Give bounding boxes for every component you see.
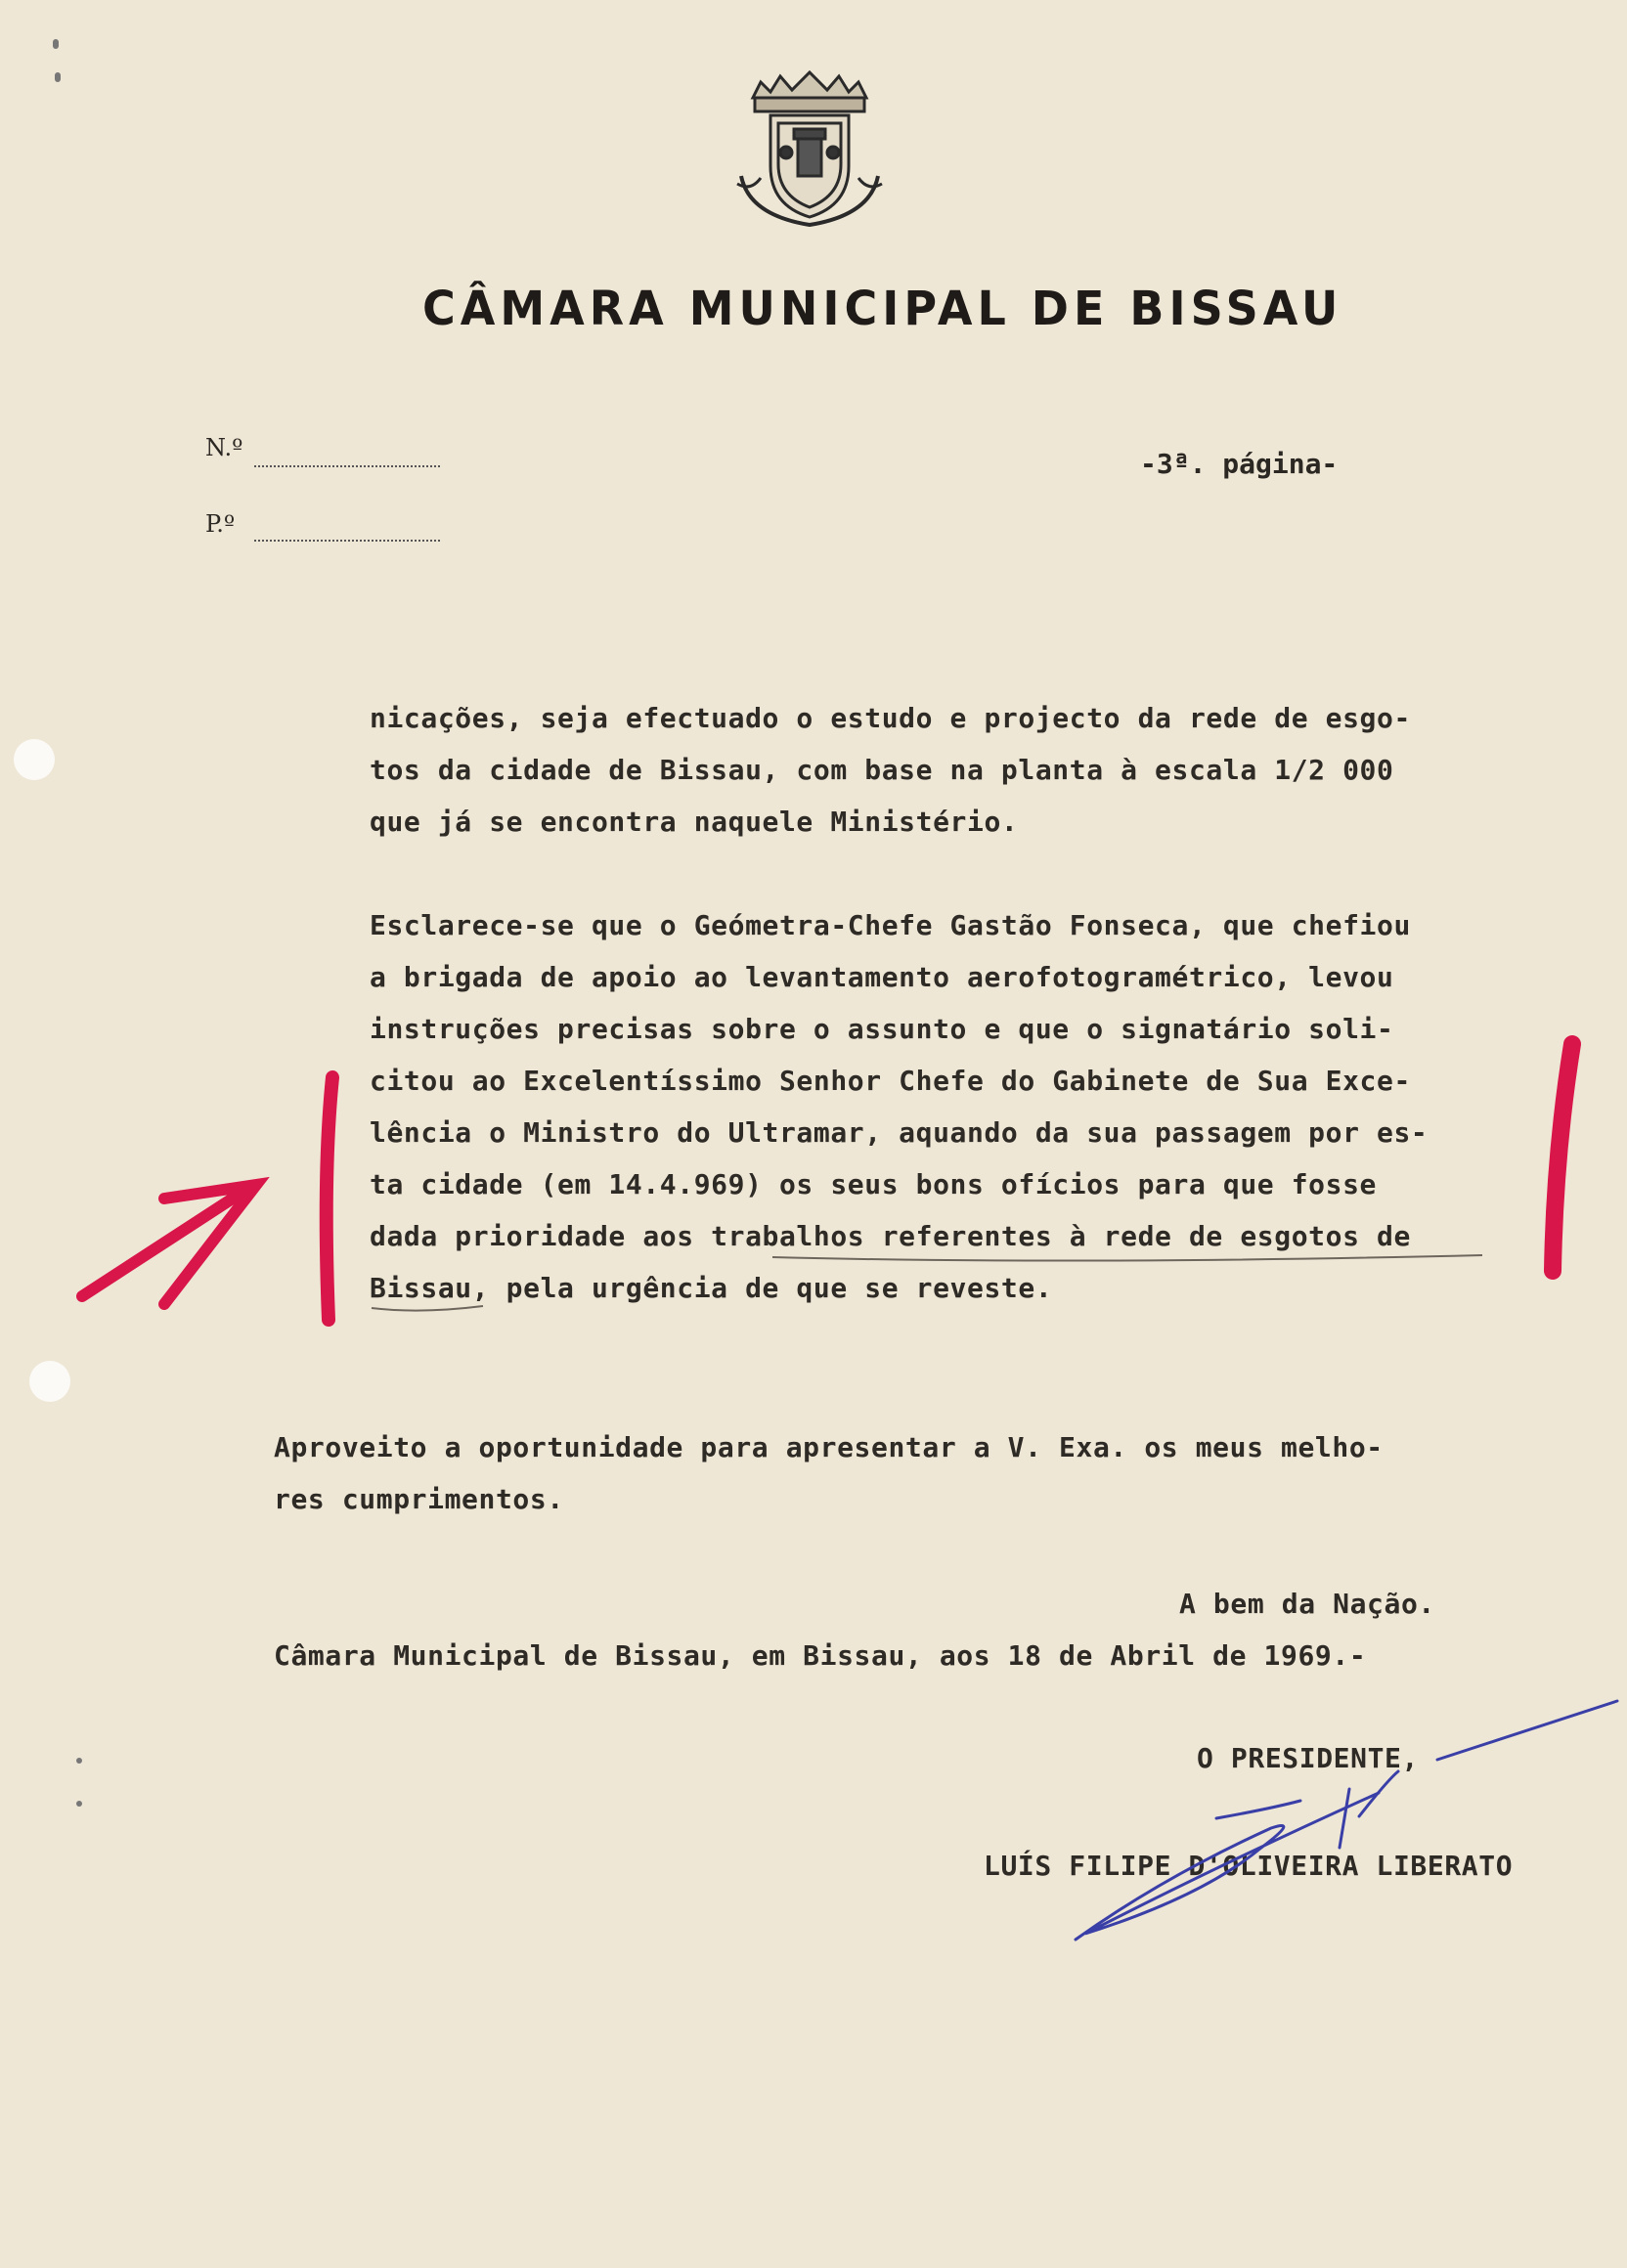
pencil-underline [372,1306,483,1311]
process-label: P.º [205,510,236,538]
number-field-line [254,465,440,467]
paper-speck [53,39,59,49]
red-arrow-annotation-icon [82,1185,256,1304]
text-line: ta cidade (em 14.4.969) os seus bons ofícios para que fosse [370,1168,1377,1200]
text-line: citou ao Excelentíssimo Senhor Chefe do Gabinete de Sua Exce- [370,1065,1411,1097]
text-line: Bissau, pela urgência de que se reveste. [370,1272,1053,1304]
letterhead-title: CÂMARA MUNICIPAL DE BISSAU [422,280,1343,336]
signatory-role: O PRESIDENTE, [1197,1742,1419,1774]
red-margin-mark [1553,1044,1572,1271]
text-line: a brigada de apoio ao levantamento aerofotogramétrico, levou [370,961,1394,993]
paper-speck [76,1801,82,1807]
paper-speck [76,1758,82,1764]
text-line: lência o Ministro do Ultramar, aquando da sua passagem por es- [370,1116,1429,1149]
text-line: res cumprimentos. [274,1483,564,1515]
text-line: instruções precisas sobre o assunto e que o signatário soli- [370,1013,1394,1045]
process-field-line [254,540,440,542]
red-margin-mark [327,1077,332,1320]
punch-hole [29,1361,70,1402]
paper-speck [55,72,61,82]
text-line: Aproveito a oportunidade para apresentar a V. Exa. os meus melho- [274,1431,1384,1463]
text-line: dada prioridade aos trabalhos referentes à rede de esgotos de [370,1220,1411,1252]
handwritten-signature-icon [1076,1701,1617,1940]
number-label: N.º [205,434,243,461]
text-line: tos da cidade de Bissau, com base na planta à escala 1/2 000 [370,754,1394,786]
page-marker: -3ª. página- [1140,448,1339,480]
text-line: que já se encontra naquele Ministério. [370,806,1019,838]
text-line: Esclarece-se que o Geómetra-Chefe Gastão Fonseca, que chefiou [370,909,1411,941]
punch-hole [14,739,55,780]
closing-salutation: A bem da Nação. [1179,1588,1435,1620]
pencil-underline [772,1255,1482,1261]
municipal-coat-of-arms-icon [731,68,888,235]
place-date-line: Câmara Municipal de Bissau, em Bissau, aos 18 de Abril de 1969.- [274,1639,1367,1672]
signatory-name: LUÍS FILIPE D'OLIVEIRA LIBERATO [984,1850,1514,1882]
text-line: nicações, seja efectuado o estudo e projecto da rede de esgo- [370,702,1411,734]
